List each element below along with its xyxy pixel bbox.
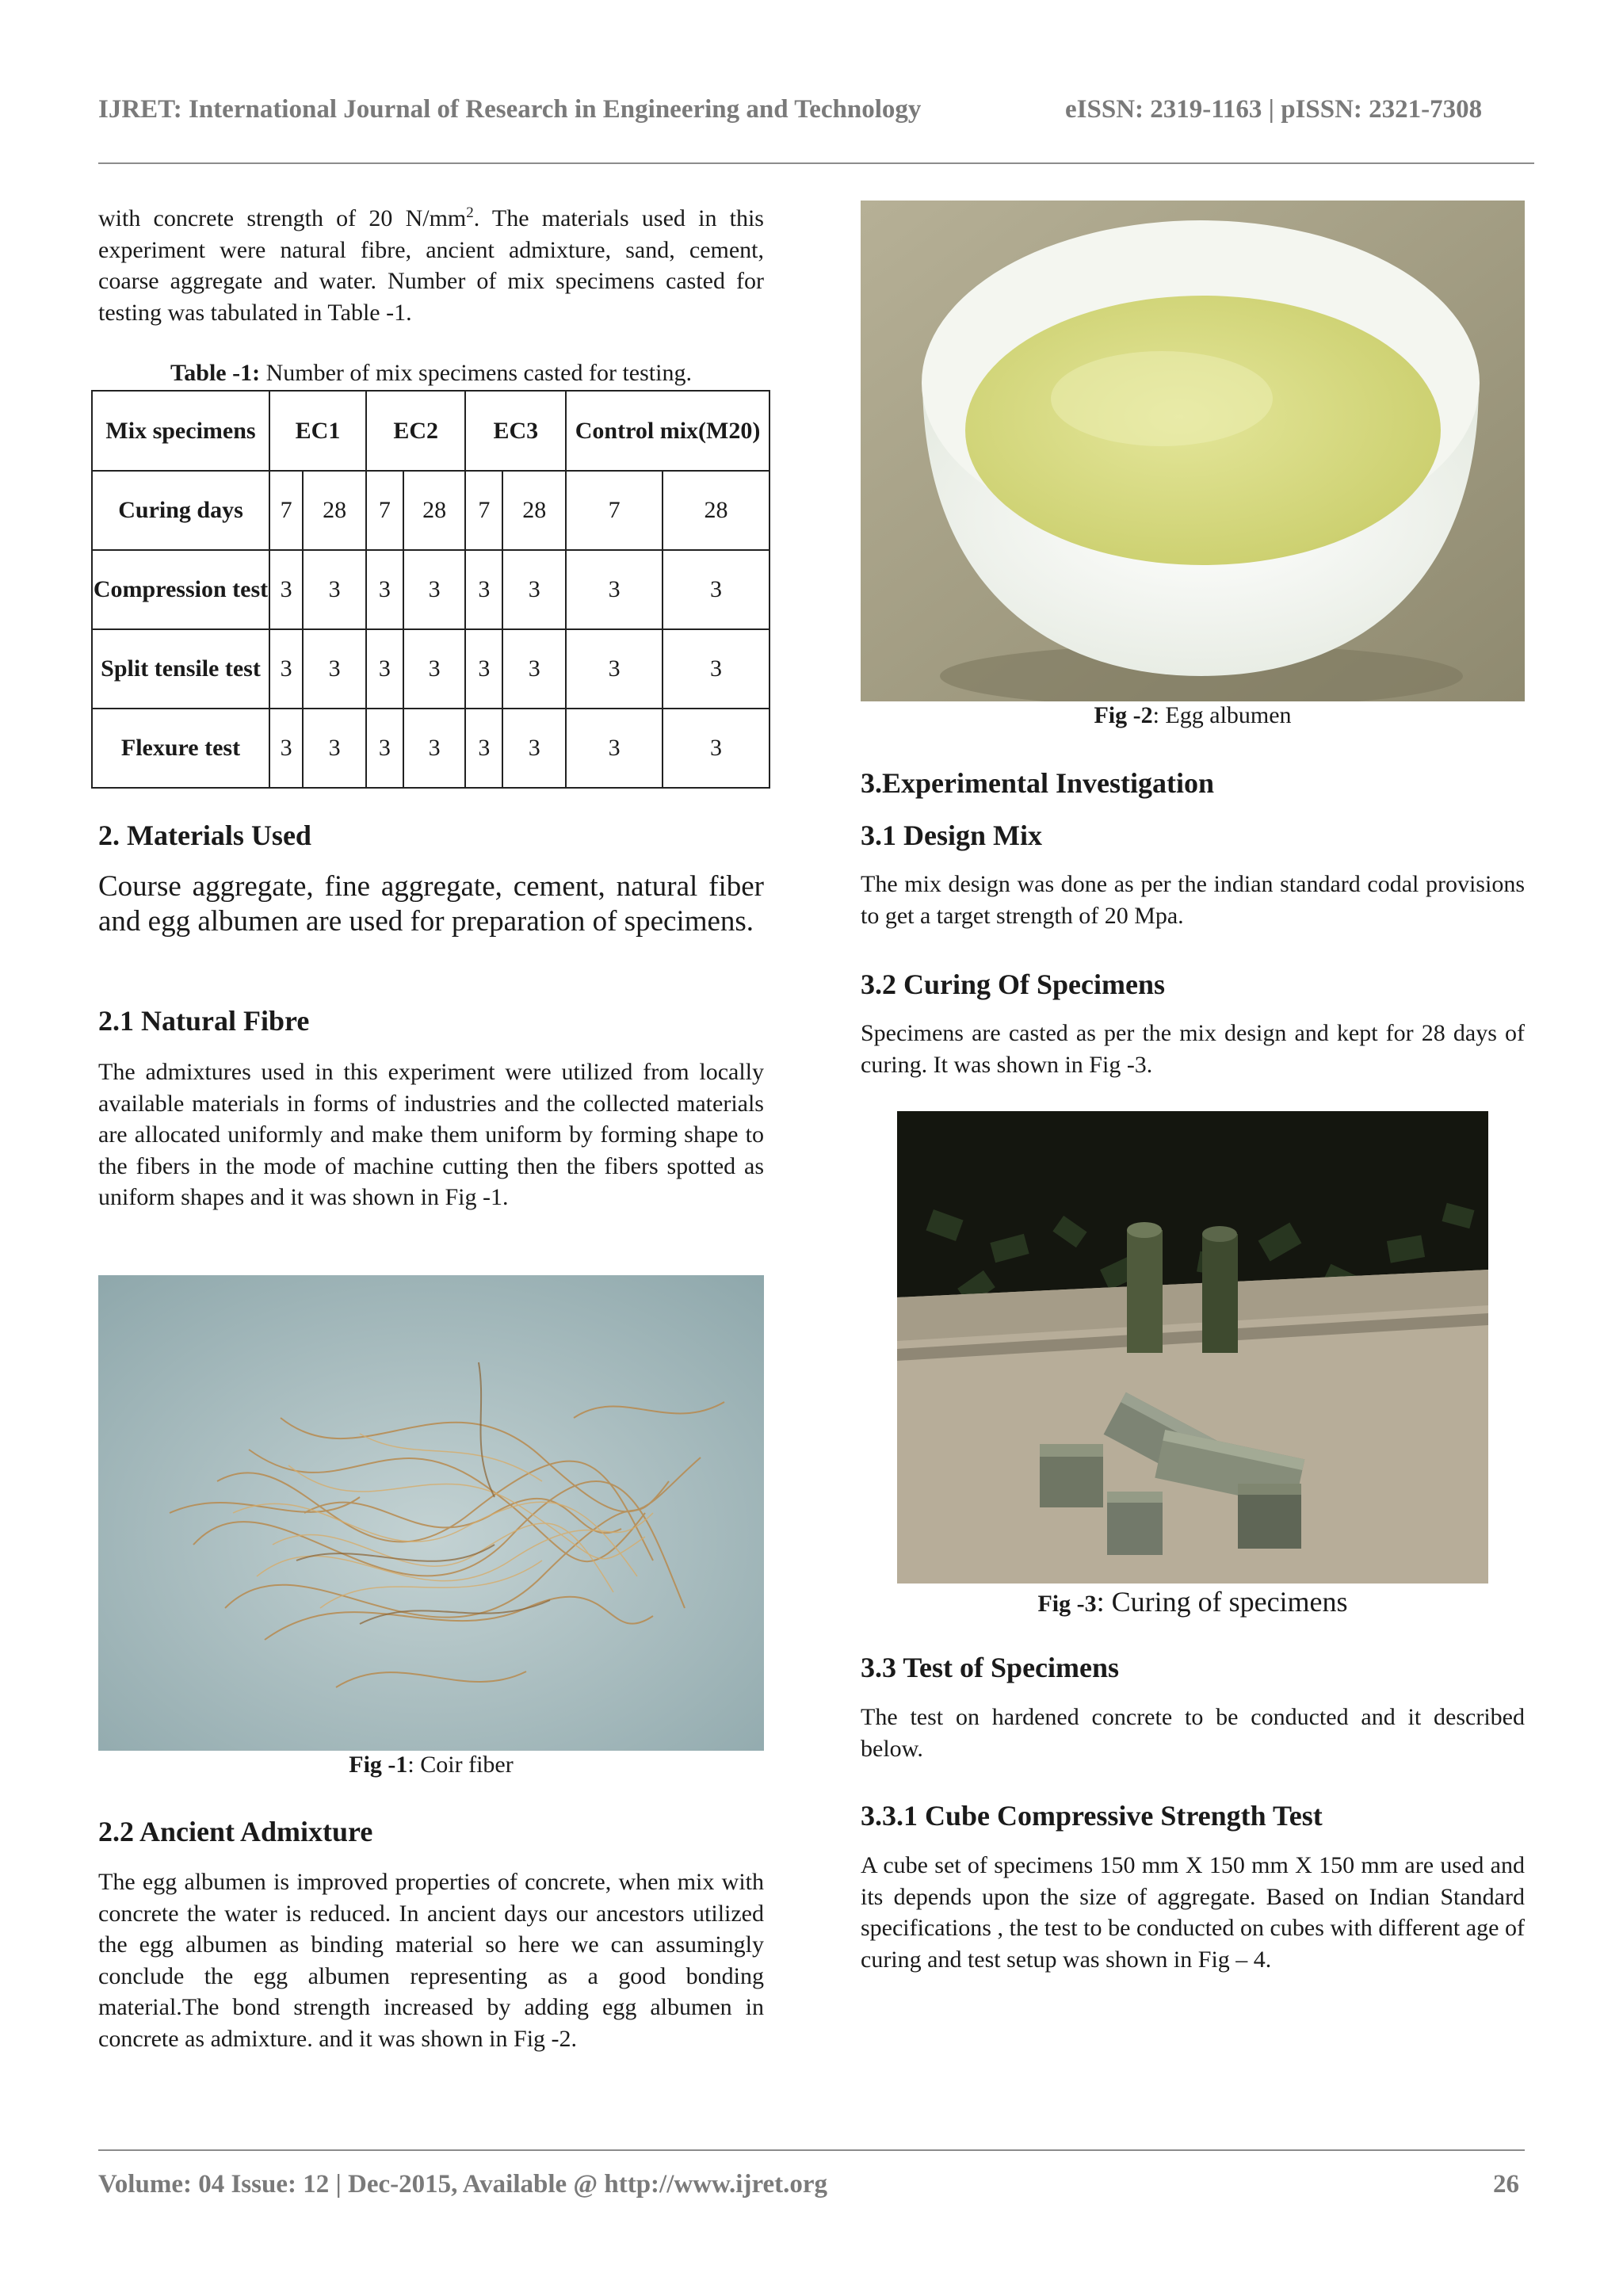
table-cell: 7 — [465, 471, 502, 550]
footer-rule — [98, 2149, 1525, 2151]
table-cell: 3 — [566, 629, 663, 709]
table-cell: 3 — [303, 550, 366, 629]
section-title-experimental-investigation: 3.Experimental Investigation — [861, 767, 1214, 799]
intro-paragraph — [98, 203, 764, 328]
table-cell: 3 — [566, 709, 663, 788]
table-cell: 3 — [269, 629, 303, 709]
test-of-specimens-paragraph: The test on hardened concrete to be conducted and it described below. — [861, 1704, 1525, 1762]
table-cell: 3 — [366, 709, 403, 788]
egg-albumen-photo — [861, 201, 1525, 701]
table-cell: 3 — [403, 629, 466, 709]
intro-text-pre: with concrete strength of 20 N/mm — [98, 205, 467, 231]
intro-superscript: 2 — [466, 204, 474, 221]
section-title-materials-used: 2. Materials Used — [98, 819, 311, 851]
figure-3-label: Fig -3 — [1037, 1591, 1097, 1617]
curing-specimens-image — [897, 1111, 1488, 1584]
section-title-design-mix: 3.1 Design Mix — [861, 819, 1042, 851]
intro-text-post: . The materials used in this experiment were natural fibre, ancient admixture, sand, cement, coarse aggregate and water. Number of mix specimens casted for testing was tabulated in Table -1. — [98, 205, 764, 326]
table-cell: 7 — [566, 471, 663, 550]
table-cell: 3 — [502, 550, 566, 629]
figure-1-label: Fig -1 — [349, 1752, 408, 1778]
header-rule — [98, 162, 1534, 164]
table-cell: 3 — [303, 709, 366, 788]
table-caption-label: Table -1: — [170, 360, 261, 386]
table-cell: 3 — [366, 629, 403, 709]
curing-paragraph: Specimens are casted as per the mix design and kept for 28 days of curing. It was shown in Fig -3. — [861, 1020, 1525, 1078]
row-label-curing-days: Curing days — [92, 471, 269, 550]
materials-used-paragraph: Course aggregate, fine aggregate, cement, natural fiber and egg albumen are used for preparation of specimens. — [98, 870, 764, 938]
issn-info: eISSN: 2319-1163 | pISSN: 2321-7308 — [1065, 95, 1483, 124]
footer-volume-info: Volume: 04 Issue: 12 | Dec-2015, Available @ http://www.ijret.org — [98, 2170, 828, 2199]
section-title-test-of-specimens: 3.3 Test of Specimens — [861, 1652, 1120, 1683]
table-caption — [98, 360, 764, 387]
table-caption-text: Number of mix specimens casted for testing. — [260, 360, 692, 386]
table-cell: 3 — [663, 709, 769, 788]
table-cell: 3 — [303, 629, 366, 709]
table-row — [92, 471, 769, 550]
table-cell: 3 — [269, 550, 303, 629]
figure-2-caption — [861, 702, 1525, 729]
table-cell: 3 — [465, 629, 502, 709]
table-header-control-mix: Control mix(M20) — [566, 391, 769, 471]
table-cell: 3 — [502, 709, 566, 788]
section-title-ancient-admixture: 2.2 Ancient Admixture — [98, 1816, 373, 1847]
section-title-curing-of-specimens: 3.2 Curing Of Specimens — [861, 968, 1166, 1000]
table-cell: 3 — [663, 629, 769, 709]
figure-1-caption — [98, 1752, 764, 1778]
table-cell: 3 — [465, 550, 502, 629]
coir-fiber-photo — [98, 1275, 764, 1751]
natural-fibre-paragraph: The admixtures used in this experiment were utilized from locally available materials in forms of industries and the collected materials are allocated uniformly and make them uniform by forming shape to the fibers in the mode of machine cutting then the fibers spotted as uniform shapes and it was shown in Fig -1. — [98, 1059, 764, 1210]
row-label-flexure-test: Flexure test — [92, 709, 269, 788]
mix-specimens-table — [91, 390, 770, 789]
table-cell: 3 — [403, 550, 466, 629]
table-row — [92, 550, 769, 629]
figure-3-caption — [897, 1585, 1488, 1618]
table-cell: 3 — [502, 629, 566, 709]
table-cell: 3 — [366, 550, 403, 629]
table-row — [92, 629, 769, 709]
table-header-ec1: EC1 — [269, 391, 366, 471]
table-header-row — [92, 391, 769, 471]
egg-albumen-image — [861, 201, 1525, 701]
table-cell: 3 — [663, 550, 769, 629]
figure-2-text: : Egg albumen — [1152, 702, 1292, 728]
section-title-cube-compressive-strength: 3.3.1 Cube Compressive Strength Test — [861, 1800, 1323, 1832]
curing-specimens-photo — [897, 1111, 1488, 1584]
table-cell: 28 — [502, 471, 566, 550]
figure-3-text: : Curing of specimens — [1096, 1586, 1348, 1618]
cube-compressive-paragraph: A cube set of specimens 150 mm X 150 mm X 150 mm are used and its depends upon the size of aggregate. Based on Indian Standard specifications , the test to be conducted on cubes with different age of curing and test setup was shown in Fig – 4. — [861, 1852, 1525, 1973]
table-cell: 3 — [269, 709, 303, 788]
table-cell: 28 — [403, 471, 466, 550]
journal-title: IJRET: International Journal of Research in Engineering and Technology — [98, 95, 922, 124]
table-row — [92, 709, 769, 788]
table-header-ec2: EC2 — [366, 391, 465, 471]
row-label-split-tensile-test: Split tensile test — [92, 629, 269, 709]
design-mix-paragraph: The mix design was done as per the indian standard codal provisions to get a target strength of 20 Mpa. — [861, 871, 1525, 929]
table-cell: 3 — [465, 709, 502, 788]
coir-fiber-image — [98, 1275, 764, 1751]
table-header-ec3: EC3 — [465, 391, 566, 471]
page-number: 26 — [1493, 2170, 1519, 2199]
table-cell: 28 — [663, 471, 769, 550]
table-cell: 3 — [403, 709, 466, 788]
table-cell: 7 — [269, 471, 303, 550]
section-title-natural-fibre: 2.1 Natural Fibre — [98, 1005, 310, 1037]
table-cell: 3 — [566, 550, 663, 629]
table-cell: 28 — [303, 471, 366, 550]
table-header-mix-specimens: Mix specimens — [92, 391, 269, 471]
figure-2-label: Fig -2 — [1094, 702, 1153, 728]
row-label-compression-test: Compression test — [92, 550, 269, 629]
figure-1-text: : Coir fiber — [407, 1752, 514, 1778]
table-cell: 7 — [366, 471, 403, 550]
ancient-admixture-paragraph: The egg albumen is improved properties of concrete, when mix with concrete the water is reduced. In ancient days our ancestors utilized the egg albumen as binding material so here we can assumingly conclude the egg albumen representing as a good bonding material.The bond strength increased by adding egg albumen in concrete as admixture. and it was shown in Fig -2. — [98, 1869, 764, 2052]
